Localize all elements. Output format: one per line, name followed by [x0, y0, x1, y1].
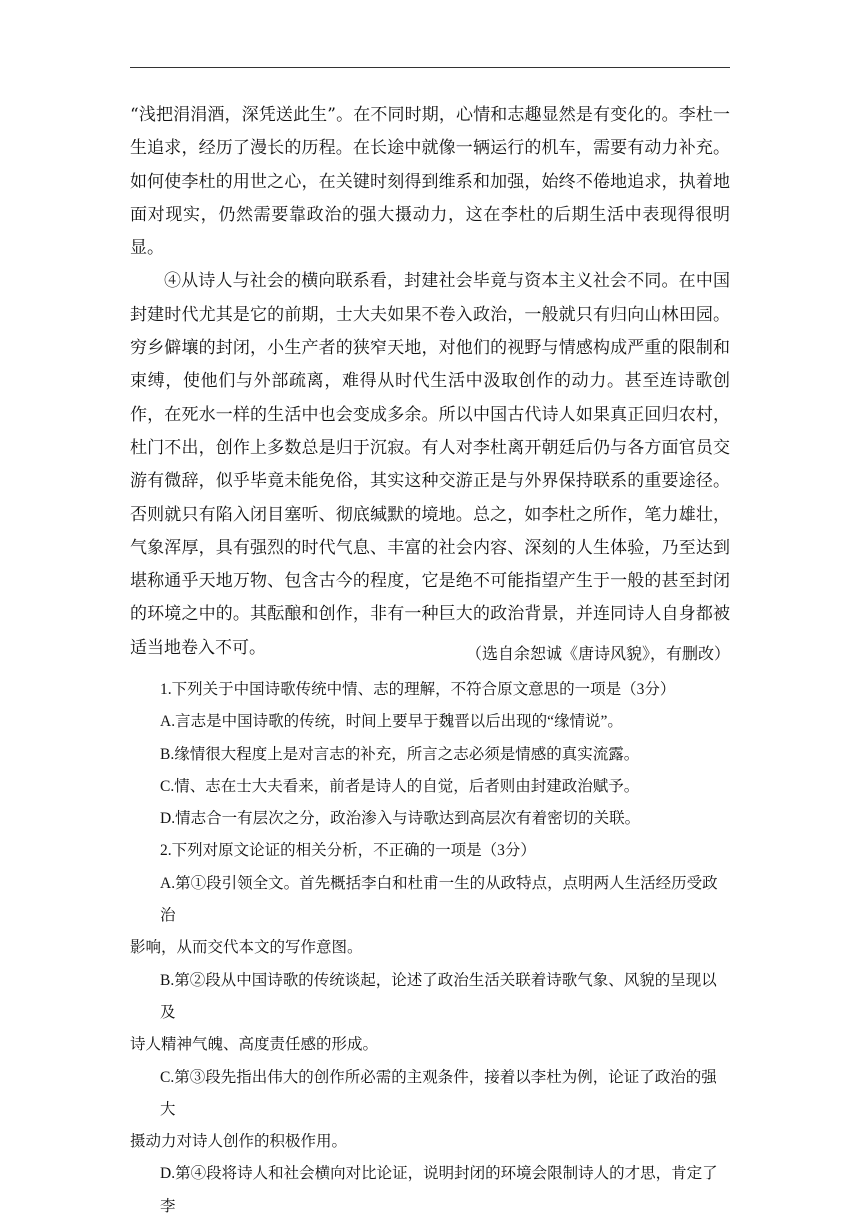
question-1-option-c: C.情、志在士大夫看来，前者是诗人的自觉，后者则由封建政治赋予。 — [160, 777, 640, 795]
question-2-option-d: D.第④段将诗人和社会横向对比论证，说明封闭的环境会限制诗人的才思，肯定了李 — [160, 1165, 718, 1215]
question-2-option-a: A.第①段引领全文。首先概括李白和杜甫一生的从政特点，点明两人生活经历受政治 — [160, 874, 718, 925]
paragraph-4: ④从诗人与社会的横向联系看，封建社会毕竟与资本主义社会不同。在中国封建时代尤其是它的前期，士大夫如果不卷入政治，一般就只有归向山林田园。穷乡僻壤的封闭，小生产者的狭窄天地，对他们的视野与情感构成严重的限制和束缚，使他们与外部疏离，难得从时代生活中汲取创作的动力。甚至连诗歌创作，在死水一样的生活中也会变成多余。所以中国古代诗人如果真正回归农村，杜门不出，创作上多数总是归于沉寂。有人对李杜离开朝廷后仍与各方面官员交游有微辞，似乎毕竟未能免俗，其实这种交游正是与外界保持联系的重要途径。否则就只有陷入闭目塞听、彻底缄默的境地。总之，如李杜之所作，笔力雄壮，气象浑厚，具有强烈的时代气息、丰富的社会内容、深刻的人生体验，乃至达到堪称通乎天地万物、包含古今的程度，它是绝不可能指望产生于一般的甚至封闭的环境之中的。其酝酿和创作，非有一种巨大的政治背景，并连同诗人自身都被适当地卷入不可。 — [130, 271, 730, 658]
question-2-option-b: B.第②段从中国诗歌的传统谈起，论述了政治生活关联着诗歌气象、风貌的呈现以及 — [160, 971, 717, 1021]
paragraph-3-continued: “浅把涓涓酒，深凭送此生”。在不同时期，心情和志趣显然是有变化的。李杜一生追求，经历了漫长的历程。在长途中就像一辆运行的机车，需要有动力补充。如何使李杜的用世之心，在关键时刻得到维系和加强，始终不倦地追求，执着地面对现实，仍然需要靠政治的强大摄动力，这在李杜的后期生活中表现得很明显。 — [130, 105, 730, 259]
question-1-stem: 1.下列关于中国诗歌传统中情、志的理解，不符合原文意思的一项是（3分） — [160, 681, 676, 698]
question-2-option-c: C.第③段先指出伟大的创作所必需的主观条件，接着以李杜为例，论证了政治的强大 — [160, 1068, 717, 1118]
header-rule — [130, 67, 730, 68]
question-2-option-b-cont: 诗人精神气魄、高度责任感的形成。 — [130, 1036, 379, 1054]
questions — [130, 674, 730, 1223]
question-1-option-b: B.缘情很大程度上是对言志的补充，所言之志必须是情感的真实流露。 — [160, 745, 640, 763]
passage — [130, 99, 730, 665]
question-2-option-c-cont: 摄动力对诗人创作的积极作用。 — [130, 1133, 348, 1151]
question-2-option-a-cont: 影响，从而交代本文的写作意图。 — [130, 939, 363, 957]
source-citation: （选自余恕诚《唐诗风貌》，有删改） — [465, 644, 730, 663]
question-1-option-d: D.情志合一有层次之分，政治渗入与诗歌达到高层次有着密切的关联。 — [160, 810, 641, 828]
question-2-stem: 2.下列对原文论证的相关分析，不正确的一项是（3分） — [160, 842, 536, 860]
question-1-option-a: A.言志是中国诗歌的传统，时间上要早于魏晋以后出现的“缘情说”。 — [160, 713, 623, 731]
